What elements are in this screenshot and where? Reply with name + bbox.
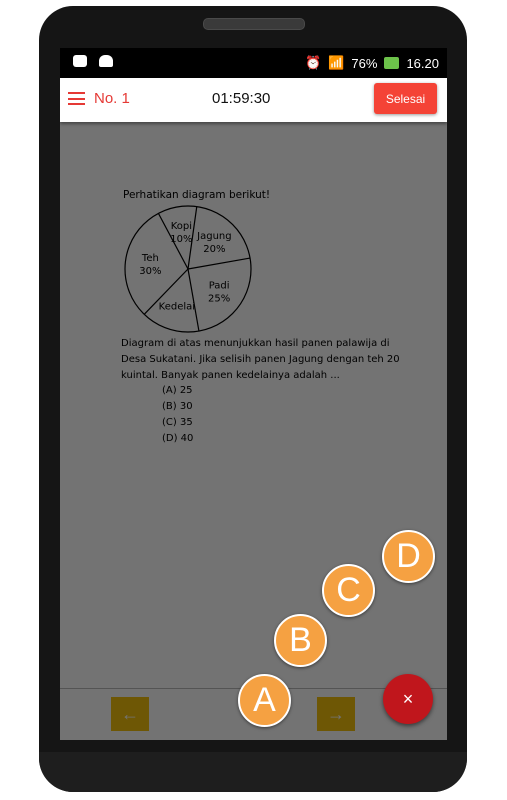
- clock: 16.20: [406, 55, 439, 71]
- dim-overlay: [60, 122, 447, 740]
- screen: [60, 48, 447, 740]
- alarm-icon: ⏰: [305, 55, 322, 70]
- answer-b-button[interactable]: B: [274, 614, 327, 667]
- menu-icon[interactable]: [68, 92, 85, 105]
- answer-c-button[interactable]: C: [322, 564, 375, 617]
- close-answer-menu-button[interactable]: ×: [383, 674, 433, 724]
- answer-d-button[interactable]: D: [382, 530, 435, 583]
- battery-level: 76%: [351, 55, 378, 71]
- answer-a-button[interactable]: A: [238, 674, 291, 727]
- wifi-icon: 📶: [328, 55, 345, 70]
- speaker-grille: [203, 18, 305, 30]
- app-bar: [60, 78, 447, 122]
- finish-button[interactable]: Selesai: [374, 83, 437, 114]
- countdown-timer: 01:59:30: [212, 90, 271, 107]
- phone-chin: [39, 752, 467, 792]
- question-number: No. 1: [94, 90, 130, 107]
